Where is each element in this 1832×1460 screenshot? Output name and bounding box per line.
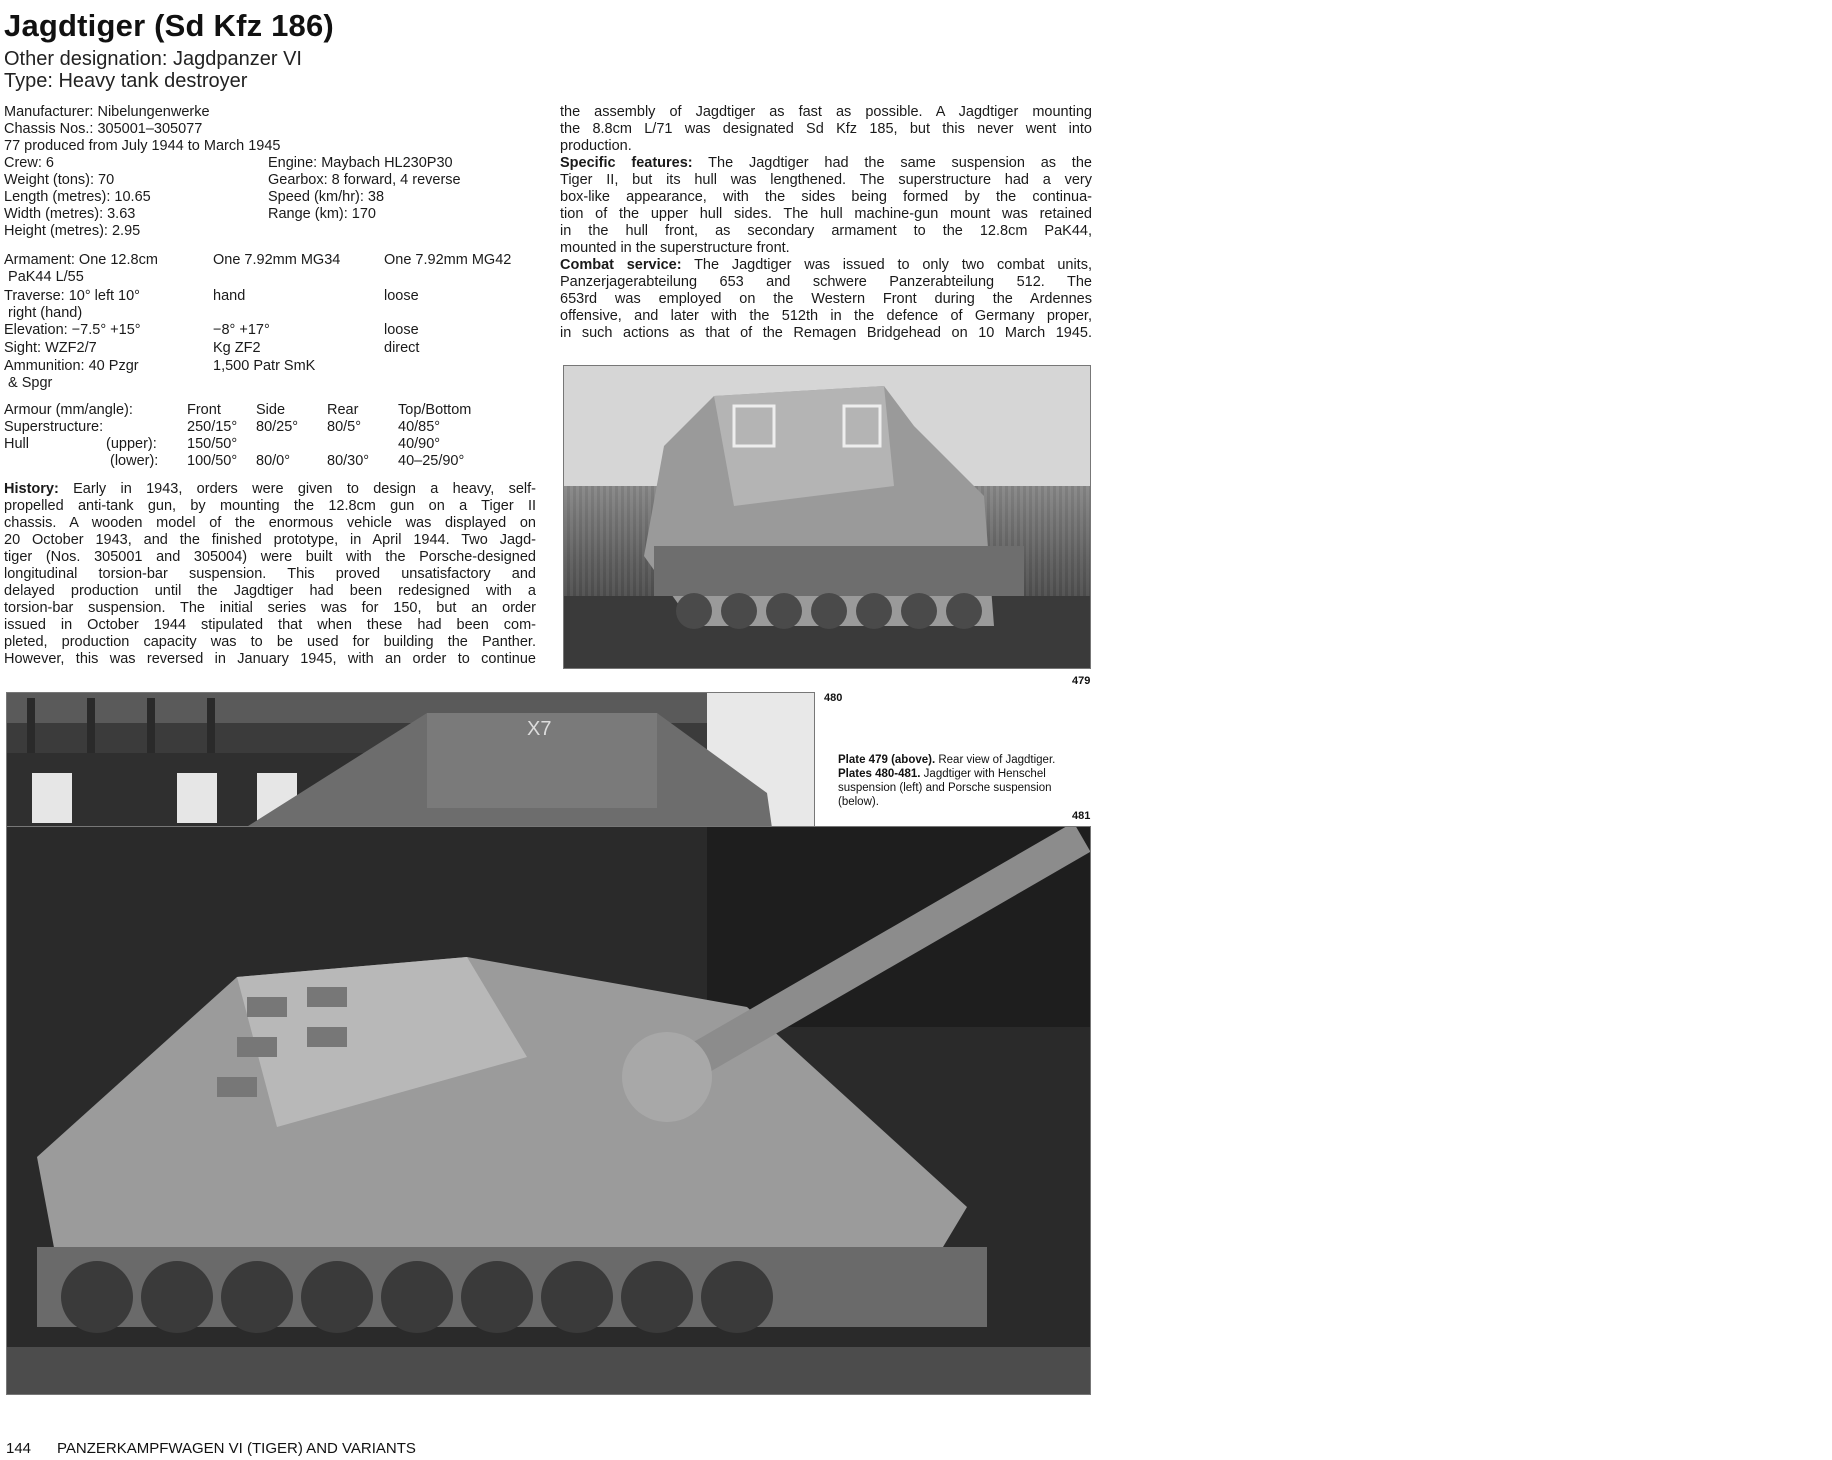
history-line: torsion-bar suspension. The initial series was for 150, but an order [4, 600, 536, 616]
armament-c3-r0: One 7.92mm MG42 [384, 252, 512, 268]
specific-features-heading: Specific features: [560, 155, 693, 171]
armament-c2-r2: hand [213, 288, 246, 304]
armour-header-front: Front [187, 402, 221, 418]
specific-line: box-like appearance, with the sides being formed by the continua- [560, 189, 1092, 205]
caption-bold-2: Plates 480-481. [838, 768, 921, 780]
history-line: propelled anti-tank gun, by mounting the 12.8cm gun on a Tiger II [4, 498, 536, 514]
spec-length: Length (metres): 10.65 [4, 189, 151, 205]
armour-r0-side: 80/25° [256, 419, 299, 435]
armament-c2-r6: 1,500 Patr SmK [213, 358, 316, 374]
armour-hull-label: Hull [4, 436, 29, 452]
vehicle-type: Type: Heavy tank destroyer [4, 70, 248, 92]
specific-line: The Jagdtiger had the same suspension as the [708, 155, 1092, 171]
caption-text-1: Rear view of Jagdtiger. [935, 754, 1056, 766]
history-line: issued in October 1944 stipulated that when these had been com- [4, 617, 536, 633]
combat-line: Panzerjagerabteilung 653 and schwere Panzerabteilung 512. The [560, 274, 1092, 290]
history-line: However, this was reversed in January 1945, with an order to continue [4, 651, 536, 667]
running-title: PANZERKAMPFWAGEN VI (TIGER) AND VARIANTS [57, 1440, 416, 1457]
armour-r2-rear: 80/30° [327, 453, 370, 469]
plate-caption [838, 753, 1088, 809]
right-column-text [560, 104, 1092, 342]
armament-c1-r4: Elevation: −7.5° +15° [4, 322, 141, 338]
spec-engine: Engine: Maybach HL230P30 [268, 155, 453, 171]
spec-height: Height (metres): 2.95 [4, 223, 141, 239]
spec-manufacturer: Manufacturer: Nibelungenwerke [4, 104, 210, 120]
armament-c3-r5: direct [384, 340, 420, 356]
armour-label: Armour (mm/angle): [4, 402, 133, 418]
history-line: chassis. A wooden model of the enormous vehicle was displayed on [4, 515, 536, 531]
spec-weight: Weight (tons): 70 [4, 172, 115, 188]
history-line: pleted, production capacity was to be used for building the Panther. [4, 634, 536, 650]
armament-c1-r5: Sight: WZF2/7 [4, 340, 97, 356]
assembly-line: the assembly of Jagdtiger as fast as possible. A Jagdtiger mounting [560, 104, 1092, 120]
spec-produced: 77 produced from July 1944 to March 1945 [4, 138, 281, 154]
armour-r1-top: 40/90° [398, 436, 441, 452]
other-designation: Other designation: Jagdpanzer VI [4, 48, 302, 70]
tank-front-illustration [7, 827, 1090, 1394]
combat-line: offensive, and later with the 512th in the defence of Germany proper, [560, 308, 1092, 324]
spec-width: Width (metres): 3.63 [4, 206, 136, 222]
armour-r2-front: 100/50° [187, 453, 238, 469]
plate-number-481: 481 [1072, 810, 1091, 822]
page-title: Jagdtiger (Sd Kfz 186) [4, 8, 334, 43]
armament-c1-r7: & Spgr [4, 375, 53, 391]
combat-line: in such actions as that of the Remagen Bridgehead on 10 March 1945. [560, 325, 1092, 341]
armament-c3-r4: loose [384, 322, 419, 338]
spec-crew: Crew: 6 [4, 155, 54, 171]
armour-lower-label: (lower): [110, 453, 159, 469]
armour-header-rear: Rear [327, 402, 359, 418]
plate-479-photo [563, 365, 1091, 669]
armour-r0-front: 250/15° [187, 419, 238, 435]
caption-text-2: Jagdtiger with Henschel suspension (left) and Porsche suspension (below). [838, 768, 1052, 808]
armour-header-top-bottom: Top/Bottom [398, 402, 472, 418]
armament-c1-r1: PaK44 L/55 [4, 269, 84, 285]
armour-r0-rear: 80/5° [327, 419, 362, 435]
armour-header-side: Side [256, 402, 286, 418]
assembly-line: the 8.8cm L/71 was designated Sd Kfz 185, but this never went into [560, 121, 1092, 137]
spec-speed: Speed (km/hr): 38 [268, 189, 385, 205]
assembly-line: production. [560, 138, 632, 154]
specific-line: mounted in the superstructure front. [560, 240, 790, 256]
page-number: 144 [6, 1440, 32, 1457]
armament-c1-r3: right (hand) [4, 305, 83, 321]
spec-range: Range (km): 170 [268, 206, 376, 222]
armour-r1-front: 150/50° [187, 436, 238, 452]
plate-481-photo [6, 826, 1091, 1395]
combat-line: 653rd was employed on the Western Front during the Ardennes [560, 291, 1092, 307]
history-line: Early in 1943, orders were given to design a heavy, self- [73, 481, 537, 497]
specific-line: in the hull front, as secondary armament to the 12.8cm PaK44, [560, 223, 1092, 239]
armament-c1-r0: Armament: One 12.8cm [4, 252, 158, 268]
plate-number-479: 479 [1072, 675, 1091, 687]
armament-c1-r6: Ammunition: 40 Pzgr [4, 358, 139, 374]
armour-r2-top: 40–25/90° [398, 453, 465, 469]
armament-c2-r5: Kg ZF2 [213, 340, 261, 356]
caption-bold-1: Plate 479 (above). [838, 754, 936, 766]
armour-superstructure-label: Superstructure: [4, 419, 104, 435]
armour-upper-label: (upper): [106, 436, 157, 452]
tank-rear-illustration [564, 366, 1090, 668]
history-line: delayed production until the Jagdtiger had been redesigned with a [4, 583, 536, 599]
armour-r0-top: 40/85° [398, 419, 441, 435]
armour-r2-side: 80/0° [256, 453, 291, 469]
combat-line: The Jagdtiger was issued to only two combat units, [694, 257, 1092, 273]
history-line: 20 October 1943, and the finished prototype, in April 1944. Two Jagd- [4, 532, 536, 548]
history-paragraph [4, 481, 536, 668]
blank-margin [1092, 0, 1832, 1460]
specific-line: Tiger II, but its hull was lengthened. The superstructure had a very [560, 172, 1092, 188]
specific-line: tion of the upper hull sides. The hull machine-gun mount was retained [560, 206, 1092, 222]
history-heading: History: [4, 481, 59, 497]
spec-chassis: Chassis Nos.: 305001–305077 [4, 121, 203, 137]
armament-c1-r2: Traverse: 10° left 10° [4, 288, 140, 304]
history-line: tiger (Nos. 305001 and 305004) were built with the Porsche-designed [4, 549, 536, 565]
vehicle-marking: X7 [527, 718, 552, 740]
armament-c2-r0: One 7.92mm MG34 [213, 252, 341, 268]
combat-service-heading: Combat service: [560, 257, 682, 273]
spec-gearbox: Gearbox: 8 forward, 4 reverse [268, 172, 461, 188]
history-line: longitudinal torsion-bar suspension. This proved unsatisfactory and [4, 566, 536, 582]
plate-number-480: 480 [824, 692, 843, 704]
armament-c2-r4: −8° +17° [213, 322, 270, 338]
armament-c3-r2: loose [384, 288, 419, 304]
